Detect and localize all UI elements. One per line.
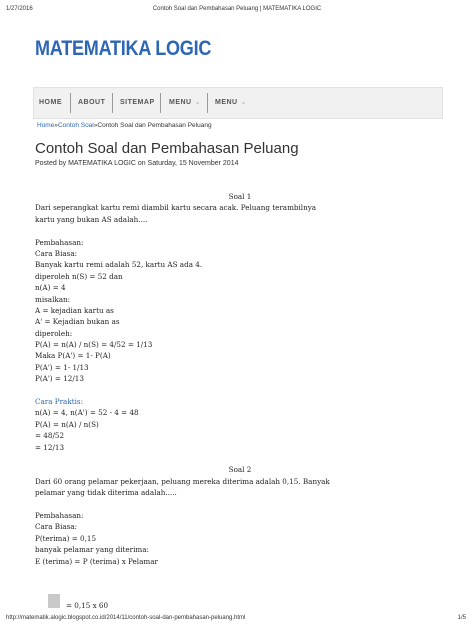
content-line: Cara Biasa:	[35, 248, 78, 258]
content-line: diperoleh n(S) = 52 dan	[35, 271, 123, 281]
nav-item-label: SITEMAP	[120, 99, 155, 106]
nav-item-label: ABOUT	[78, 99, 106, 106]
breadcrumb-category[interactable]: Contoh Soal	[57, 122, 94, 129]
content-line: A = kejadian kartu as	[35, 305, 114, 315]
section-heading: Soal 2	[228, 465, 252, 475]
nav-divider	[112, 93, 113, 113]
nav-divider	[207, 93, 208, 113]
chevron-down-icon: ⌄	[240, 99, 247, 106]
content-line: pelamar yang tidak diterima adalah.....	[35, 488, 177, 498]
print-header	[0, 0, 474, 20]
post-title: Contoh Soal dan Pembahasan Peluang	[35, 140, 299, 157]
content-line: n(A) = 4, n(A') = 52 - 4 = 48	[35, 408, 139, 418]
content-line: diperoleh:	[35, 328, 73, 338]
content-line: P(terima) = 0,15	[35, 533, 97, 543]
print-doc-title: Contoh Soal dan Pembahasan Peluang | MATEMATIKA LOGIC	[152, 6, 322, 12]
nav-item-label: MENU	[169, 99, 192, 106]
content-line: P(A) = n(A) / n(S) = 4/52 = 1/13	[35, 340, 153, 350]
main-nav	[33, 87, 443, 119]
breadcrumb-home[interactable]: Home	[37, 122, 55, 129]
print-footer	[0, 612, 474, 632]
content-line: = 48/52	[35, 431, 65, 441]
nav-item-label: HOME	[39, 99, 62, 106]
content-line: kartu yang bukan AS adalah....	[35, 214, 148, 224]
content-line	[35, 385, 445, 396]
breadcrumb-separator: »	[93, 122, 98, 129]
content-line: A' = Kejadian bukan as	[35, 317, 120, 327]
content-line: Dari seperangkat kartu remi diambil kartu secara acak. Peluang terambilnya	[35, 203, 317, 213]
content-line: n(A) = 4	[35, 283, 66, 293]
content-line: = 12/13	[35, 442, 65, 452]
content-line: P(A') = 1- 1/13	[35, 362, 89, 372]
print-url: http://matematik.alogic.blogspot.co.id/2014/11/contoh-soal-dan-pembahasan-peluang.html	[6, 615, 246, 621]
content-line	[35, 499, 445, 510]
nav-item-home[interactable]	[39, 88, 62, 118]
content-line: Banyak kartu remi adalah 52, kartu AS ada 4.	[35, 260, 203, 270]
post-content	[35, 191, 445, 567]
content-line: P(A') = 12/13	[35, 374, 84, 384]
content-line: misalkan:	[35, 294, 71, 304]
content-line	[35, 453, 445, 464]
content-line: E (terima) = P (terima) x Pelamar	[35, 556, 158, 566]
content-line: Maka P(A') = 1- P(A)	[35, 351, 111, 361]
content-line	[35, 225, 445, 236]
nav-item-menu-2[interactable]	[215, 88, 247, 118]
content-line-highlight: Cara Praktis:	[35, 397, 83, 407]
nav-item-label: MENU	[215, 99, 238, 106]
print-page-number: 1/5	[457, 615, 466, 621]
image-placeholder	[48, 594, 60, 608]
post-meta: Posted by MATEMATIKA LOGIC on Saturday, 15 November 2014	[35, 160, 239, 167]
nav-item-sitemap[interactable]	[120, 88, 155, 118]
section-heading: Soal 1	[228, 192, 252, 201]
breadcrumb-current: Contoh Soal dan Pembahasan Peluang	[97, 122, 212, 129]
content-line: Cara Biasa:	[35, 522, 78, 532]
breadcrumb-separator: »	[54, 122, 58, 129]
site-title[interactable]: MATEMATIKA LOGIC	[35, 37, 212, 60]
nav-item-menu-1[interactable]	[169, 88, 201, 118]
nav-divider	[160, 93, 161, 113]
chevron-down-icon: ⌄	[194, 99, 201, 106]
content-line: Pembahasan:	[35, 237, 84, 247]
content-line: = 0,15 x 60	[66, 601, 109, 610]
content-line: banyak pelamar yang diterima:	[35, 545, 149, 555]
content-line: P(A) = n(A) / n(S)	[35, 419, 99, 429]
content-line: Pembahasan:	[35, 510, 84, 520]
nav-item-about[interactable]	[78, 88, 105, 118]
print-date: 1/27/2016	[6, 6, 33, 12]
breadcrumb	[37, 122, 212, 129]
content-line: Dari 60 orang pelamar pekerjaan, peluang mereka diterima adalah 0,15. Banyak	[35, 476, 330, 486]
nav-divider	[70, 93, 71, 113]
